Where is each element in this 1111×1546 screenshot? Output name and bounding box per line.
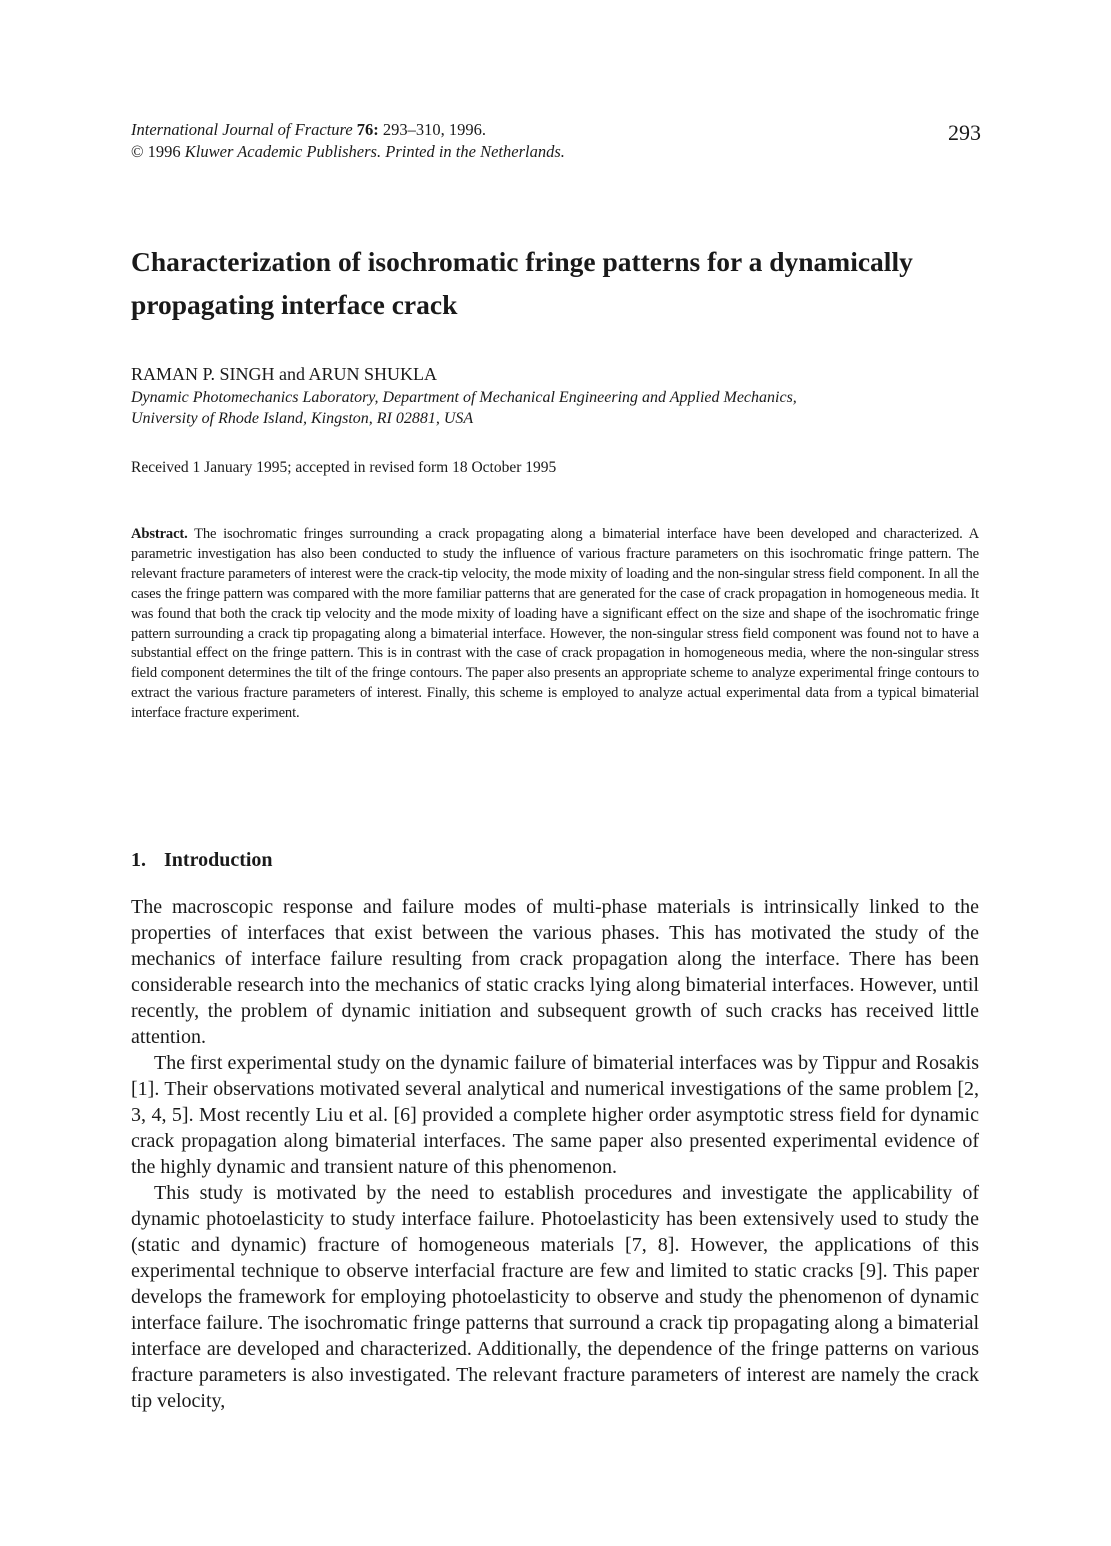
journal-citation xyxy=(131,119,981,141)
page-number: 293 xyxy=(948,120,981,145)
abstract-text: The isochromatic fringes surrounding a crack propagating along a bimaterial interface have been developed and characterized. A parametric investigation has also been conducted to study the influence of various fracture parameters on this isochromatic fringe pattern. The relevant fracture parameters of interest were the crack-tip velocity, the mode mixity of loading and the non-singular stress field component. In all the cases the fringe pattern was compared with the more familiar patterns that are generated for the case of crack propagation in homogeneous media. It was found that both the crack tip velocity and the mode mixity of loading have a significant effect on the size and shape of the isochromatic fringe pattern surrounding a crack tip propagating along a bimaterial interface. However, the non-singular stress field component was found not to have a substantial effect on the fringe pattern. This is in contrast with the case of crack propagation in homogeneous media, where the non-singular stress field component determines the tilt of the fringe contours. The paper also presents an appropriate scheme to analyze experimental fringe contours to extract the various fracture parameters of interest. Finally, this scheme is employed to analyze actual experimental data from a typical bimaterial interface fracture experiment. xyxy=(131,526,979,722)
paragraph: The first experimental study on the dynamic failure of bimaterial interfaces was by Tippur and Rosakis [1]. Their observations motivated several analytical and numerical investigations of the same problem [2, 3, 4, 5]. Most recently Liu et al. [6] provided a complete higher order asymptotic stress field for dynamic crack propagation along bimaterial interfaces. The same paper also presented experimental evidence of the highly dynamic and transient nature of this phenomenon. xyxy=(131,1052,979,1178)
paper-title xyxy=(131,240,991,326)
title-line: propagating interface crack xyxy=(131,289,458,320)
affiliation xyxy=(131,387,991,429)
affiliation-line: Dynamic Photomechanics Laboratory, Department of Mechanical Engineering and Applied Mechanics, xyxy=(131,389,797,406)
running-header xyxy=(131,119,981,163)
section-title: Introduction xyxy=(164,849,273,871)
abstract-label: Abstract. xyxy=(131,526,188,542)
publisher: Kluwer Academic Publishers. xyxy=(184,142,382,161)
journal-name: International Journal of Fracture xyxy=(131,120,353,139)
paragraph: The macroscopic response and failure modes of multi-phase materials is intrinsically linked to the properties of interfaces that exist between the various phases. This has motivated the study of the mechanics of interface failure resulting from crack propagation along the interface. There has been considerable research into the mechanics of static cracks lying along bimaterial interfaces. However, until recently, the problem of dynamic initiation and subsequent growth of such cracks has received little attention. xyxy=(131,896,979,1048)
abstract xyxy=(131,525,979,724)
copyright-line xyxy=(131,141,981,163)
authors: RAMAN P. SINGH and ARUN SHUKLA xyxy=(131,364,438,384)
received-dates: Received 1 January 1995; accepted in revised form 18 October 1995 xyxy=(131,459,557,476)
copyright-year: 1996 xyxy=(147,142,181,161)
journal-volume: 76: xyxy=(356,120,379,139)
copyright-icon: © xyxy=(131,142,144,161)
section-number: 1. xyxy=(131,849,146,871)
body-text xyxy=(131,894,979,1414)
title-line: Characterization of isochromatic fringe patterns for a dynamically xyxy=(131,246,913,277)
section-heading xyxy=(131,847,273,873)
affiliation-line: University of Rhode Island, Kingston, RI 02881, USA xyxy=(131,410,474,427)
paragraph: This study is motivated by the need to establish procedures and investigate the applicability of dynamic photoelasticity to study interface failure. Photoelasticity has been extensively used to study the (static and dynamic) fracture of homogeneous materials [7, 8]. However, the applications of this experimental technique to observe interfacial fracture are few and limited to static cracks [9]. This paper develops the framework for employing photoelasticity to observe and study the phenomenon of dynamic interface failure. The isochromatic fringe patterns that surround a crack tip propagating along a bimaterial interface are developed and characterized. Additionally, the dependence of the fringe patterns on various fracture parameters is also investigated. The relevant fracture parameters of interest are namely the crack tip velocity, xyxy=(131,1182,979,1412)
journal-pages: 293–310, 1996. xyxy=(382,120,487,139)
printed-location: Printed in the Netherlands. xyxy=(385,142,565,161)
